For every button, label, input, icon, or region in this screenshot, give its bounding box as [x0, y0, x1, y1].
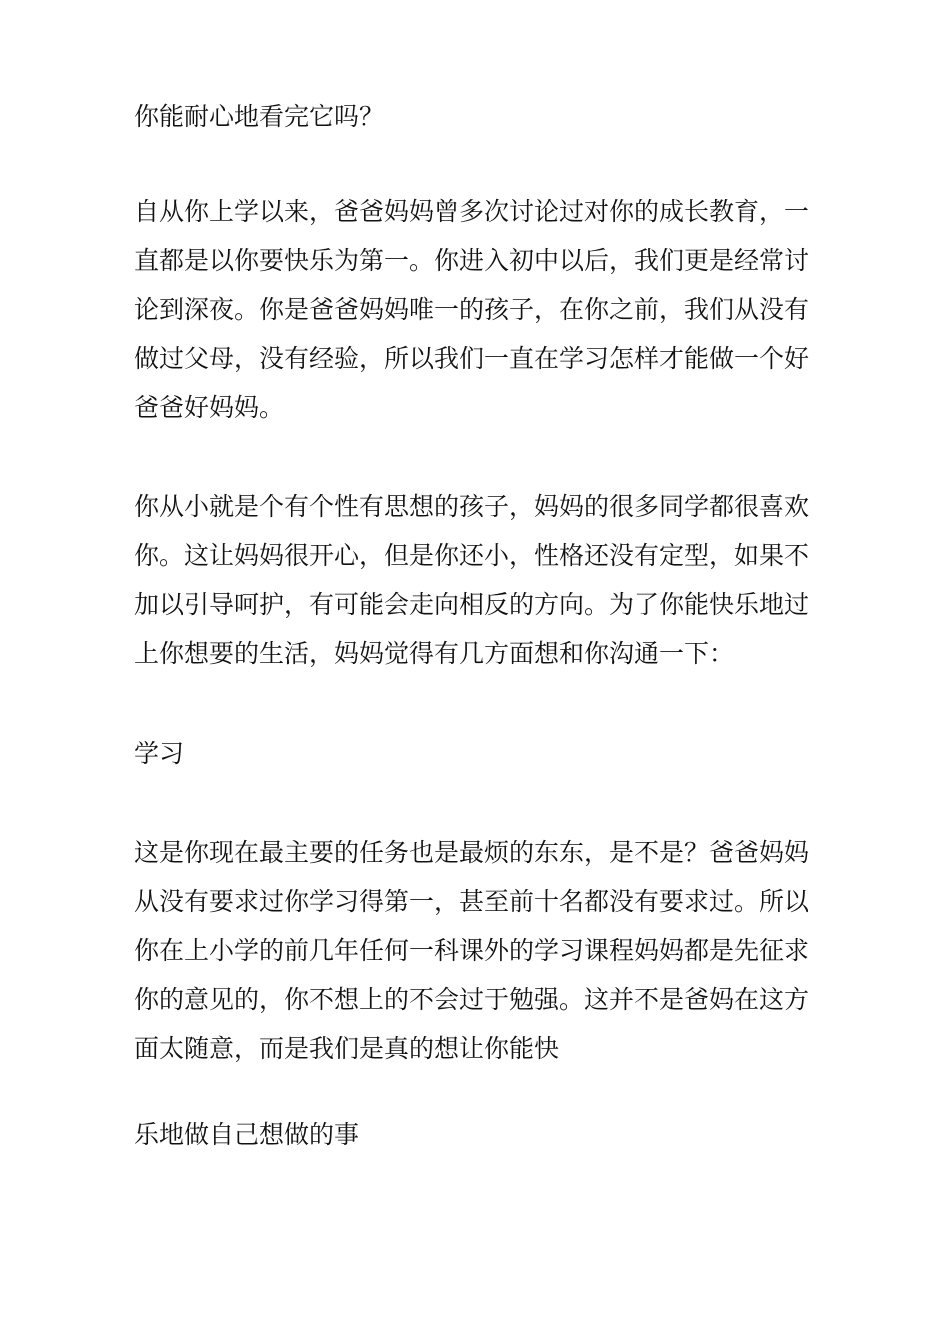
paragraph-line: 从没有要求过你学习得第一，甚至前十名都没有要求过。所以: [134, 887, 810, 916]
paragraph-line: 爸爸好妈妈。: [134, 393, 285, 422]
paragraph-line: 这是你现在最主要的任务也是最烦的东东，是不是？爸爸妈妈: [134, 838, 810, 867]
paragraph-line: 你从小就是个有个性有思想的孩子，妈妈的很多同学都很喜欢: [134, 492, 810, 521]
document-heading: 你能耐心地看完它吗？: [134, 102, 385, 131]
paragraph-line: 乐地做自己想做的事: [134, 1120, 360, 1149]
paragraph-line: 自从你上学以来，爸爸妈妈曾多次讨论过对你的成长教育，一: [134, 197, 810, 226]
paragraph-line: 你。这让妈妈很开心，但是你还小，性格还没有定型，如果不: [134, 541, 810, 570]
paragraph-line: 面太随意，而是我们是真的想让你能快: [134, 1034, 560, 1063]
paragraph-line: 论到深夜。你是爸爸妈妈唯一的孩子，在你之前，我们从没有: [134, 295, 810, 324]
paragraph-line: 加以引导呵护，有可能会走向相反的方向。为了你能快乐地过: [134, 590, 810, 619]
paragraph-line: 做过父母，没有经验，所以我们一直在学习怎样才能做一个好: [134, 344, 810, 373]
paragraph-line: 你的意见的，你不想上的不会过于勉强。这并不是爸妈在这方: [134, 985, 810, 1014]
paragraph-line: 上你想要的生活，妈妈觉得有几方面想和你沟通一下：: [134, 639, 735, 668]
paragraph-line: 你在上小学的前几年任何一科课外的学习课程妈妈都是先征求: [134, 936, 810, 965]
paragraph-line: 直都是以你要快乐为第一。你进入初中以后，我们更是经常讨: [134, 246, 810, 275]
section-title: 学习: [134, 739, 185, 768]
